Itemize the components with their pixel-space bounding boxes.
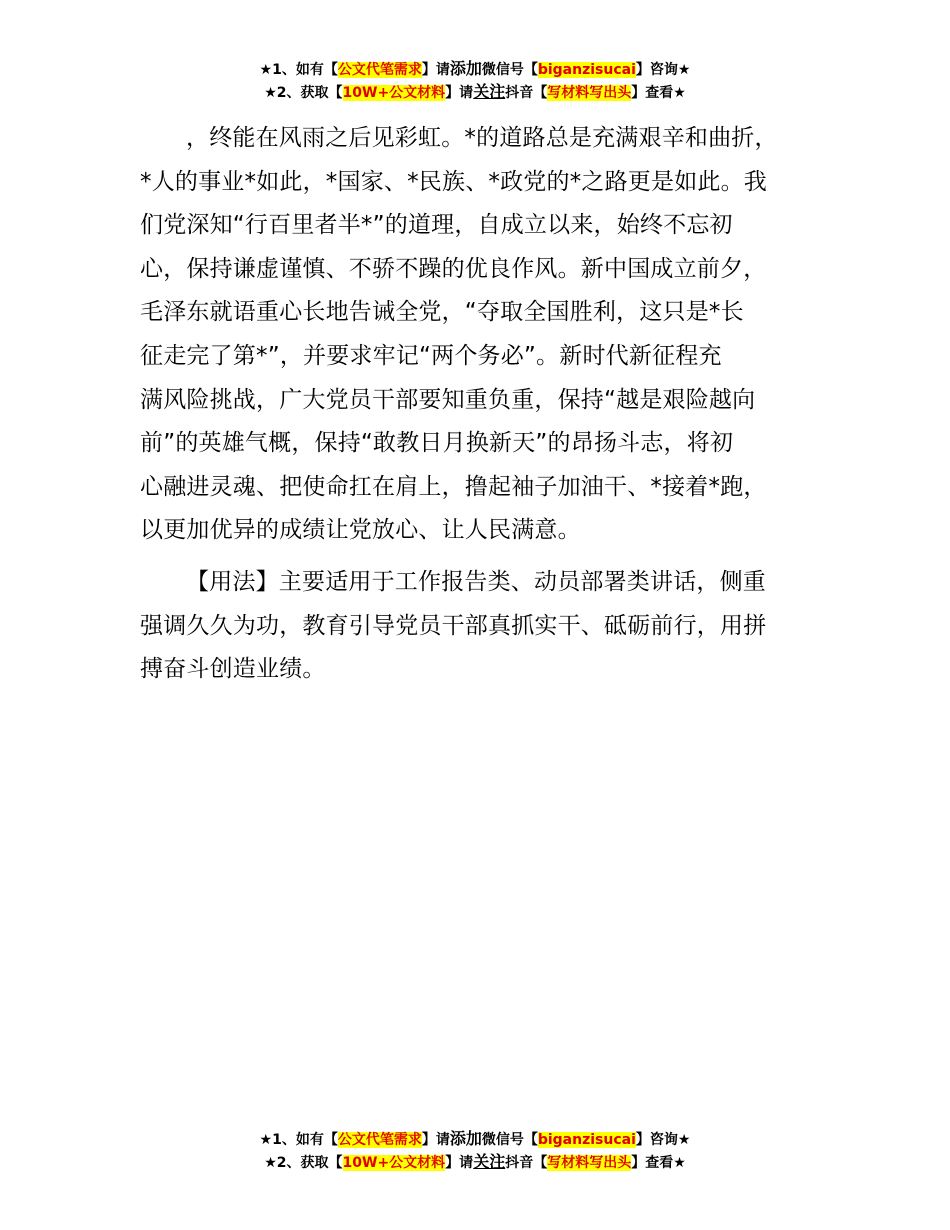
banner-highlight: 公文代笔需求: [337, 1132, 422, 1148]
banner-emphasis: 关注: [473, 82, 506, 101]
document-body: [140, 117, 834, 700]
text-line: 以更加优异的成绩让党放心、让人民满意。: [140, 517, 581, 544]
banner-highlight: biganzisucai: [537, 62, 636, 78]
banner-text: ★2、获取【: [264, 1155, 343, 1171]
banner-text: 】请: [421, 1132, 450, 1148]
banner-text: 】咨询★: [635, 62, 691, 78]
text-line: 毛泽东就语重心长地告诫全党，“夺取全国胜利，这只是*长: [140, 299, 744, 326]
banner-highlight: 公文代笔需求: [337, 62, 422, 78]
banner-text: ★2、获取【: [264, 85, 343, 101]
banner-emphasis: 添加: [449, 59, 482, 78]
banner-text: 微信号【: [481, 1132, 538, 1148]
banner-text: ★1、如有【: [259, 62, 338, 78]
banner-highlight: biganzisucai: [537, 1132, 636, 1148]
text-line: 们党深知“行百里者半*”的道理，自成立以来，始终不忘初: [140, 212, 733, 239]
banner-text: 抖音【: [505, 1155, 548, 1171]
banner-text: 微信号【: [481, 62, 538, 78]
header-banner: [0, 58, 950, 104]
text-line: 搏奋斗创造业绩。: [140, 656, 326, 683]
banner-text: ★1、如有【: [259, 1132, 338, 1148]
banner-line-1: [0, 58, 950, 81]
text-line: 心，保持谦虚谨慎、不骄不躁的优良作风。新中国成立前夕，: [140, 255, 767, 282]
banner-emphasis: 关注: [473, 1152, 506, 1171]
text-line: 满风险挑战，广大党员干部要知重负重，保持“越是艰险越向: [140, 386, 756, 413]
banner-emphasis: 添加: [449, 1129, 482, 1148]
text-line: ，终能在风雨之后见彩虹。*的道路总是充满艰辛和曲折，: [186, 125, 778, 151]
footer-banner: [0, 1128, 950, 1174]
banner-line-1: [0, 1128, 950, 1151]
text-line: 强调久久为功，教育引导党员干部真抓实干、砥砺前行，用拼: [140, 612, 767, 639]
text-line: 【用法】主要适用于工作报告类、动员部署类讲话，侧重: [186, 568, 766, 595]
banner-highlight: 10W+公文材料: [342, 1155, 446, 1171]
text-line: *人的事业*如此，*国家、*民族、*政党的*之路更是如此。我: [140, 168, 767, 195]
banner-text: 】请: [445, 85, 474, 101]
banner-text: 】咨询★: [635, 1132, 691, 1148]
banner-text: 】请: [445, 1155, 474, 1171]
banner-highlight: 写材料写出头: [547, 1155, 632, 1171]
banner-text: 抖音【: [505, 85, 548, 101]
text-line: 心融进灵魂、把使命扛在肩上，撸起袖子加油干、*接着*跑，: [140, 473, 767, 500]
banner-line-2: [0, 81, 950, 104]
banner-highlight: 写材料写出头: [547, 85, 632, 101]
paragraph-1: [140, 117, 834, 553]
text-line: 前”的英雄气概，保持“敢教日月换新天”的昂扬斗志，将初: [140, 430, 734, 457]
banner-text: 】查看★: [631, 85, 686, 101]
banner-line-2: [0, 1151, 950, 1174]
paragraph-2: [140, 561, 834, 692]
banner-text: 】请: [421, 62, 450, 78]
text-line: 征走完了第*”，并要求牢记“两个务必”。新时代新征程充: [140, 342, 722, 369]
banner-highlight: 10W+公文材料: [342, 85, 446, 101]
banner-text: 】查看★: [631, 1155, 686, 1171]
